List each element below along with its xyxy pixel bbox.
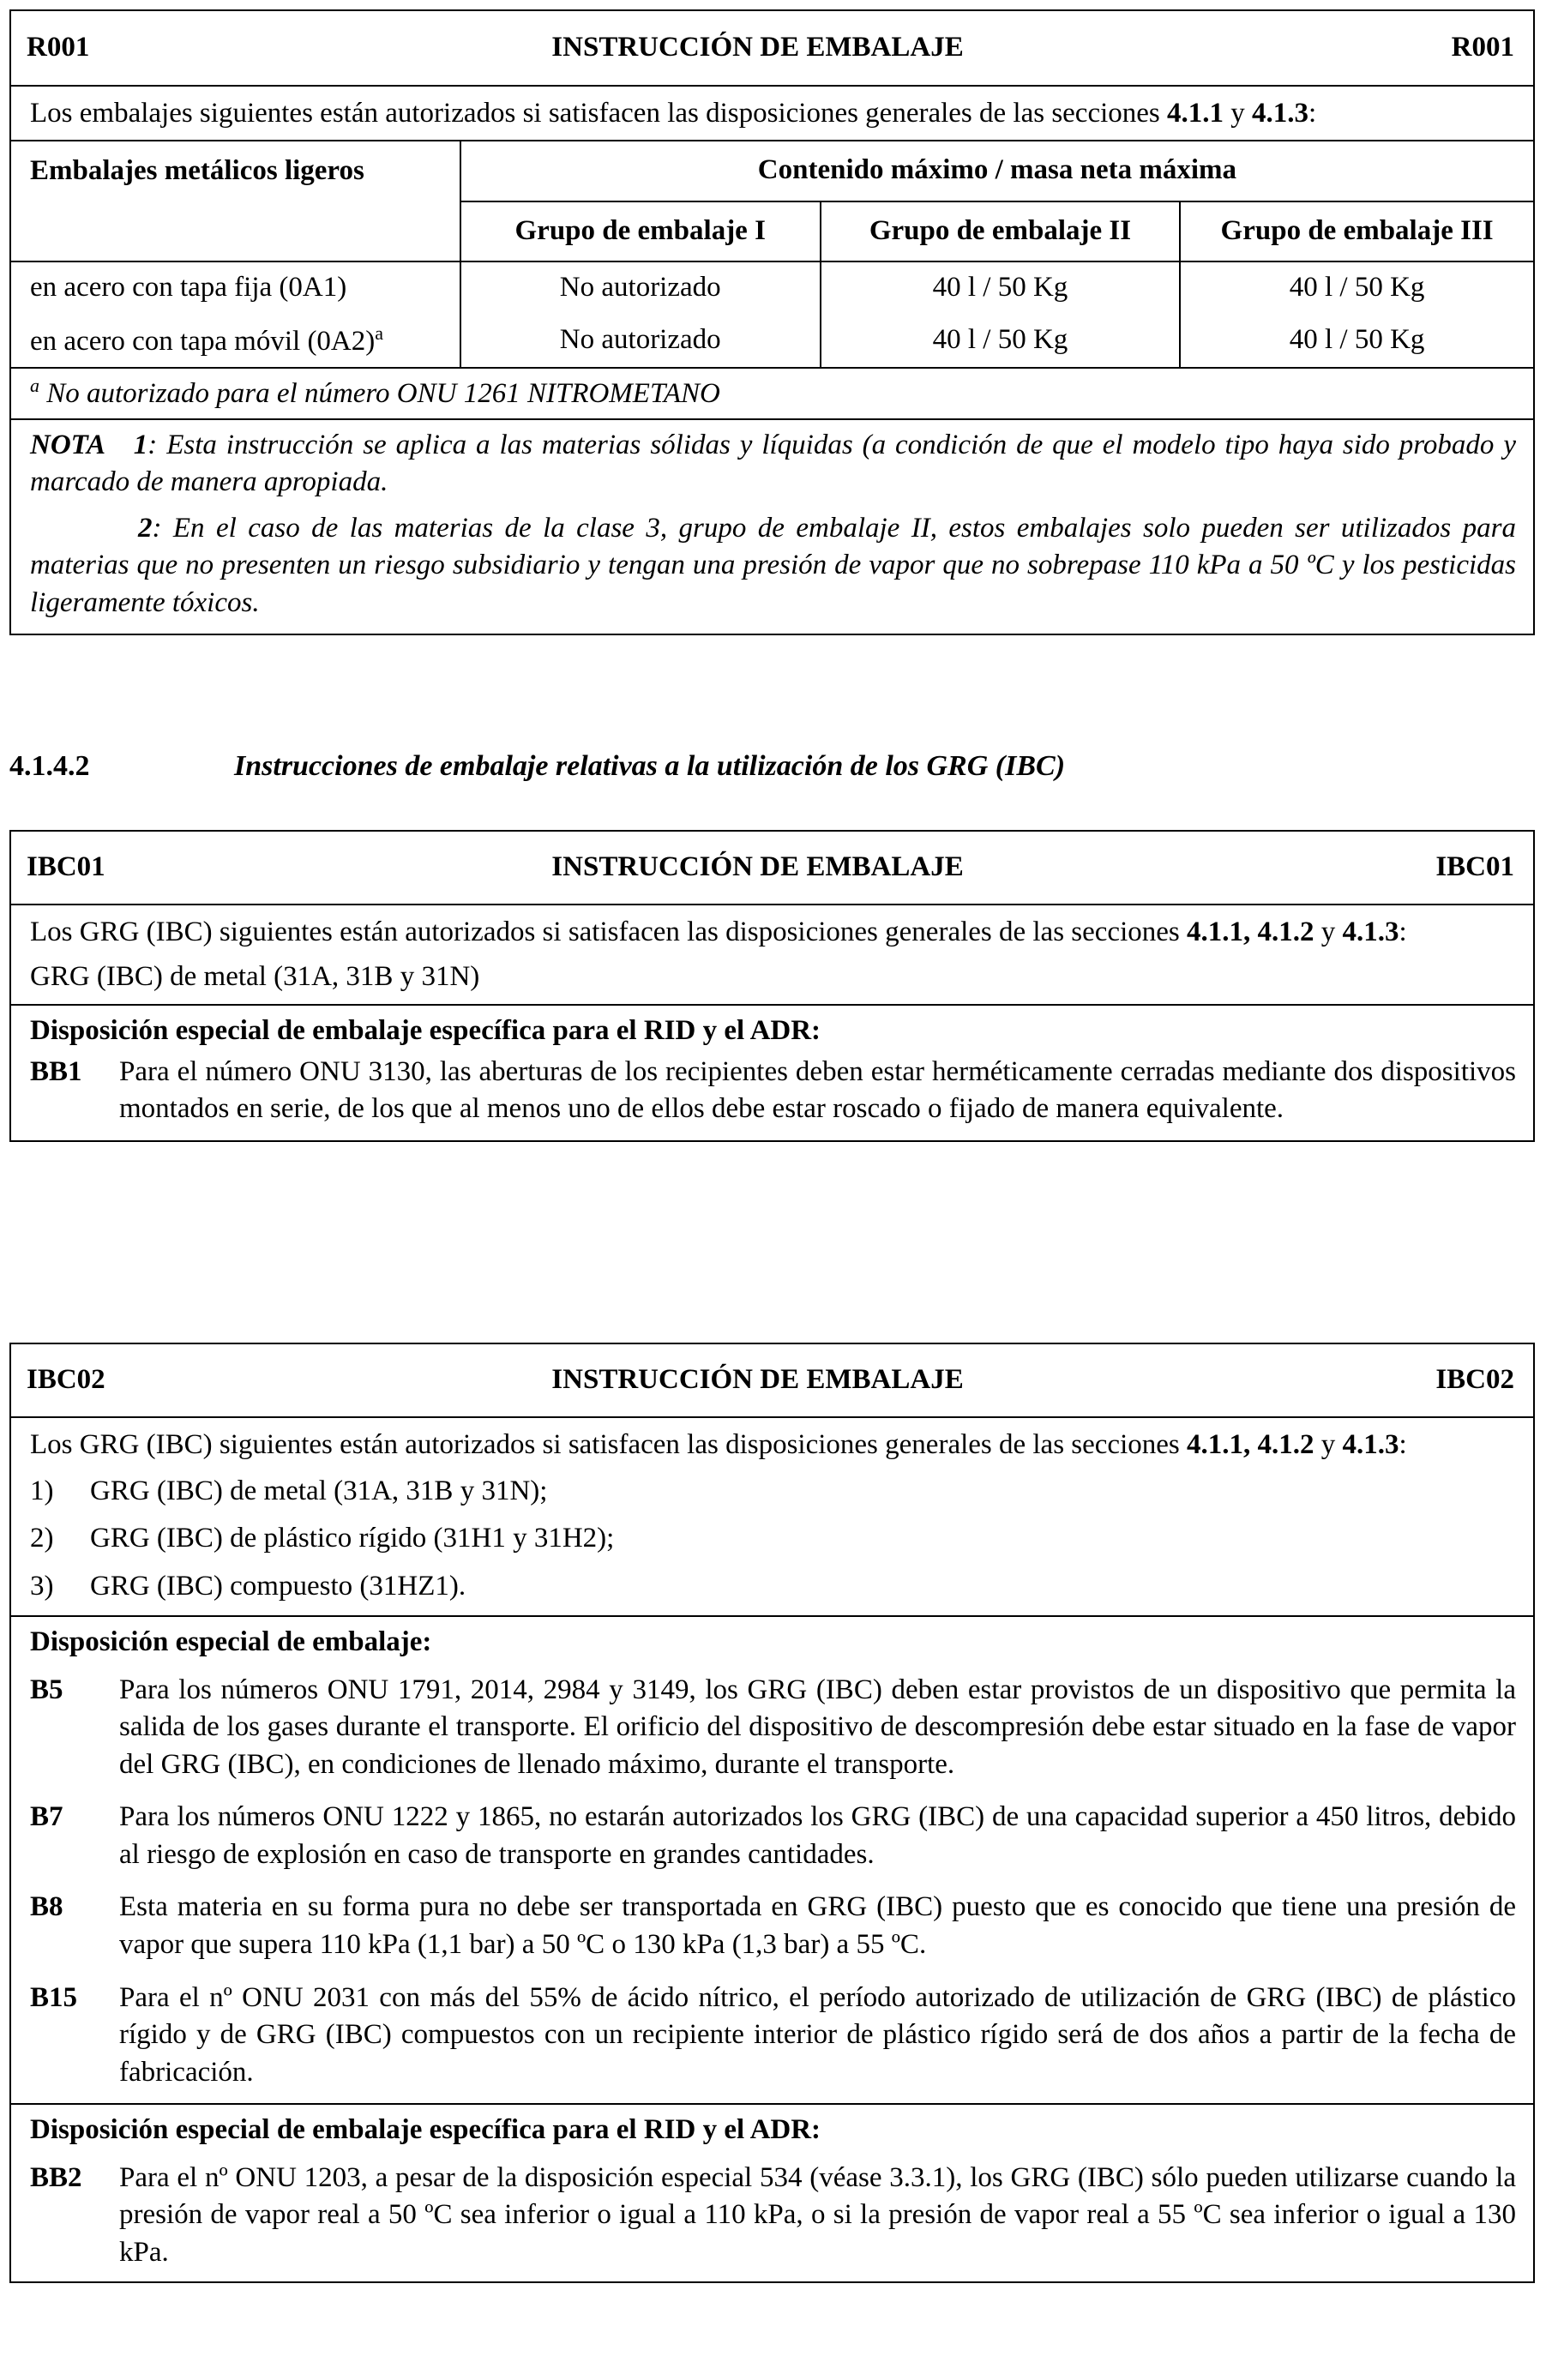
r001-code-right: R001 bbox=[1451, 32, 1514, 63]
ibc01-special bbox=[11, 1004, 1533, 1140]
r001-row2-v3: 40 l / 50 Kg bbox=[1180, 315, 1533, 368]
r001-row1-label: en acero con tapa fija (0A1) bbox=[11, 261, 460, 315]
r001-col1-blank bbox=[11, 201, 460, 261]
r001-footnote-mark: a bbox=[30, 374, 39, 396]
r001-row1-v3: 40 l / 50 Kg bbox=[1289, 272, 1425, 304]
ibc02-header bbox=[11, 1344, 1533, 1416]
r001-row2-v2: 40 l / 50 Kg bbox=[821, 315, 1181, 368]
ibc01-body bbox=[11, 904, 1533, 1004]
r001-title: INSTRUCCIÓN DE EMBALAJE bbox=[551, 32, 964, 63]
ibc02-intro-text: Los GRG (IBC) siguientes están autorizados si satisfacen las disposiciones generales de las secciones bbox=[30, 1429, 1180, 1460]
ibc02-provision-bb2 bbox=[11, 2151, 1533, 2282]
ibc01-intro: Los GRG (IBC) siguientes están autorizados si satisfacen las disposiciones generales de las secciones 4.1.1, 4.1.2 y 4.1.3: bbox=[30, 917, 1407, 947]
r001-nota2-text: : En el caso de las materias de la clase 3, grupo de embalaje II, estos embalajes solo pueden ser utilizados para materias que no presenten un riesgo subsidiario y tengan una presión de vapor que no sobrepase 110 kPa a 50 ºC y los pesticidas ligeramente tóxicos. bbox=[30, 512, 1516, 618]
ibc02-special2 bbox=[11, 2103, 1533, 2281]
ibc01-provision-bb1 bbox=[11, 1052, 1533, 1140]
provision-code: B15 bbox=[30, 1981, 78, 2013]
r001-row2-sup: a bbox=[375, 322, 384, 344]
ibc02-provision-b5 bbox=[11, 1663, 1533, 1791]
r001-row2-label-cell bbox=[11, 315, 460, 368]
list-text: GRG (IBC) de plástico rígido (31H1 y 31H2); bbox=[90, 1523, 615, 1554]
ibc01-code-right: IBC01 bbox=[1435, 851, 1514, 883]
ibc01-ref2: 4.1.2 bbox=[1257, 917, 1314, 947]
ibc01-ref1: 4.1.1, bbox=[1187, 917, 1251, 947]
provision-text: Esta materia en su forma pura no debe ser transportada en GRG (IBC) puesto que es conocido que tiene una presión de vapor que supera 110 kPa (1,1 bar) a 50 ºC o 130 kPa (1,3 bar) a 55 ºC. bbox=[119, 1891, 1516, 1961]
r001-nota2-num: 2 bbox=[138, 512, 153, 544]
provision-code: B8 bbox=[30, 1891, 63, 1923]
ibc02-special-heading2: Disposición especial de embalaje específica para el RID y el ADR: bbox=[30, 2114, 821, 2146]
r001-intro: Los embalajes siguientes están autorizados si satisfacen las disposiciones generales de las secciones 4.1.1 y 4.1.3: bbox=[11, 85, 1533, 140]
ibc01-special-heading: Disposición especial de embalaje específica para el RID y el ADR: bbox=[30, 1015, 821, 1047]
ibc02-code-left: IBC02 bbox=[27, 1364, 105, 1396]
provision-text: Para los números ONU 1791, 2014, 2984 y 3149, los GRG (IBC) deben estar provistos de un dispositivo que permita la salida de los gases durante el transporte. El orificio del dispositivo de descompresión debe estar situado en la fase de vapor del GRG (IBC), en condiciones de llenado máximo, durante el transporte. bbox=[119, 1674, 1516, 1780]
r001-ref2: 4.1.3 bbox=[1252, 98, 1309, 129]
r001-row2-v1: No autorizado bbox=[460, 315, 821, 368]
provision-code: B5 bbox=[30, 1674, 63, 1705]
list-num: 2) bbox=[30, 1523, 54, 1554]
r001-ref1: 4.1.1 bbox=[1167, 98, 1224, 129]
section-number: 4.1.4.2 bbox=[9, 750, 90, 782]
ibc02-ref2: 4.1.2 bbox=[1257, 1429, 1314, 1460]
provision-code: BB1 bbox=[30, 1055, 82, 1087]
list-num: 1) bbox=[30, 1475, 54, 1506]
r001-group-2: Grupo de embalaje II bbox=[821, 201, 1181, 261]
provision-text: Para el número ONU 3130, las aberturas de los recipientes deben estar herméticamente cerradas mediante dos dispositivos montados en serie, de los que al menos uno de ellos debe estar roscado o fijado de manera equivalente. bbox=[119, 1055, 1516, 1125]
ibc02-ref1: 4.1.1, bbox=[1187, 1429, 1251, 1460]
table-row bbox=[11, 261, 1533, 315]
ibc02-box bbox=[9, 1343, 1535, 2283]
r001-group-3: Grupo de embalaje III bbox=[1180, 201, 1533, 261]
ibc01-y: y bbox=[1320, 917, 1336, 947]
r001-group-1: Grupo de embalaje I bbox=[460, 201, 821, 261]
section-heading bbox=[9, 748, 1535, 786]
ibc01-line: GRG (IBC) de metal (31A, 31B y 31N) bbox=[30, 960, 480, 992]
list-text: GRG (IBC) compuesto (31HZ1). bbox=[90, 1570, 466, 1602]
r001-row1-v1: No autorizado bbox=[460, 261, 821, 315]
r001-nota2 bbox=[30, 510, 1516, 622]
r001-nota-label: NOTA bbox=[30, 429, 106, 460]
r001-nota1-num: 1 bbox=[133, 429, 148, 460]
provision-text: Para el nº ONU 2031 con más del 55% de ácido nítrico, el período autorizado de utilización de GRG (IBC) de plástico rígido y de GRG (IBC) compuestos con un recipiente interior de plástico rígido será de dos años a partir de la fecha de fabricación. bbox=[119, 1981, 1516, 2088]
list-text: GRG (IBC) de metal (31A, 31B y 31N); bbox=[90, 1475, 548, 1506]
ibc01-header bbox=[11, 832, 1533, 904]
ibc02-intro: Los GRG (IBC) siguientes están autorizados si satisfacen las disposiciones generales de las secciones 4.1.1, 4.1.2 y 4.1.3: bbox=[30, 1429, 1407, 1460]
ibc02-title: INSTRUCCIÓN DE EMBALAJE bbox=[551, 1364, 964, 1396]
provision-code: B7 bbox=[30, 1801, 63, 1833]
r001-table-wrap bbox=[11, 140, 1533, 418]
r001-code-left: R001 bbox=[27, 32, 90, 63]
provision-text: Para el nº ONU 1203, a pesar de la disposición especial 534 (véase 3.3.1), los GRG (IBC) sólo pueden utilizarse cuando la presión de vapor real a 50 ºC sea inferior o igual a 110 kPa, o si la presión de vapor real a 55 ºC sea inferior o igual a 130 kPa. bbox=[119, 2161, 1516, 2268]
table-row bbox=[11, 315, 1533, 368]
r001-nota1 bbox=[30, 427, 1516, 502]
r001-table bbox=[11, 141, 1533, 369]
ibc01-code-left: IBC01 bbox=[27, 851, 105, 883]
ibc01-intro-text: Los GRG (IBC) siguientes están autorizados si satisfacen las disposiciones generales de las secciones bbox=[30, 917, 1180, 947]
r001-footnote-text: No autorizado para el número ONU 1261 NITROMETANO bbox=[46, 377, 720, 409]
r001-y: y bbox=[1230, 98, 1245, 129]
ibc02-ref3: 4.1.3 bbox=[1342, 1429, 1399, 1460]
r001-span-header: Contenido máximo / masa neta máxima bbox=[460, 141, 1533, 201]
r001-nota1-text: : Esta instrucción se aplica a las materias sólidas y líquidas (a condición de que el modelo tipo haya sido probado y marcado de manera apropiada. bbox=[30, 429, 1517, 498]
provision-text: Para los números ONU 1222 y 1865, no estarán autorizados los GRG (IBC) de una capacidad superior a 450 litros, debido al riesgo de explosión en caso de transporte en grandes cantidades. bbox=[119, 1801, 1516, 1870]
ibc01-ref3: 4.1.3 bbox=[1342, 917, 1399, 947]
ibc02-special bbox=[11, 1615, 1533, 2103]
ibc01-box bbox=[9, 830, 1535, 1142]
r001-col1-header: Embalajes metálicos ligeros bbox=[11, 141, 460, 201]
r001-notes bbox=[11, 418, 1533, 634]
r001-box bbox=[9, 9, 1535, 635]
list-item bbox=[11, 1515, 1533, 1563]
ibc02-special-heading: Disposición especial de embalaje: bbox=[30, 1626, 432, 1658]
section-title: Instrucciones de embalaje relativas a la utilización de los GRG (IBC) bbox=[234, 750, 1066, 782]
r001-row2-label: en acero con tapa móvil (0A2) bbox=[30, 325, 376, 357]
provision-code: BB2 bbox=[30, 2161, 82, 2193]
ibc02-code-right: IBC02 bbox=[1435, 1364, 1514, 1396]
ibc02-provision-b15 bbox=[11, 1971, 1533, 2099]
r001-footnote bbox=[11, 369, 1533, 418]
r001-row1-v2: 40 l / 50 Kg bbox=[821, 261, 1181, 315]
ibc01-title: INSTRUCCIÓN DE EMBALAJE bbox=[551, 851, 964, 883]
ibc02-y: y bbox=[1320, 1429, 1336, 1460]
list-item bbox=[11, 1563, 1533, 1611]
r001-intro-text: Los embalajes siguientes están autorizados si satisfacen las disposiciones generales de las secciones bbox=[30, 98, 1160, 129]
ibc02-provision-b8 bbox=[11, 1880, 1533, 1970]
list-item bbox=[11, 1468, 1533, 1516]
ibc02-body bbox=[11, 1416, 1533, 1615]
ibc02-provision-b7 bbox=[11, 1790, 1533, 1880]
r001-header bbox=[11, 11, 1533, 85]
list-num: 3) bbox=[30, 1570, 54, 1602]
